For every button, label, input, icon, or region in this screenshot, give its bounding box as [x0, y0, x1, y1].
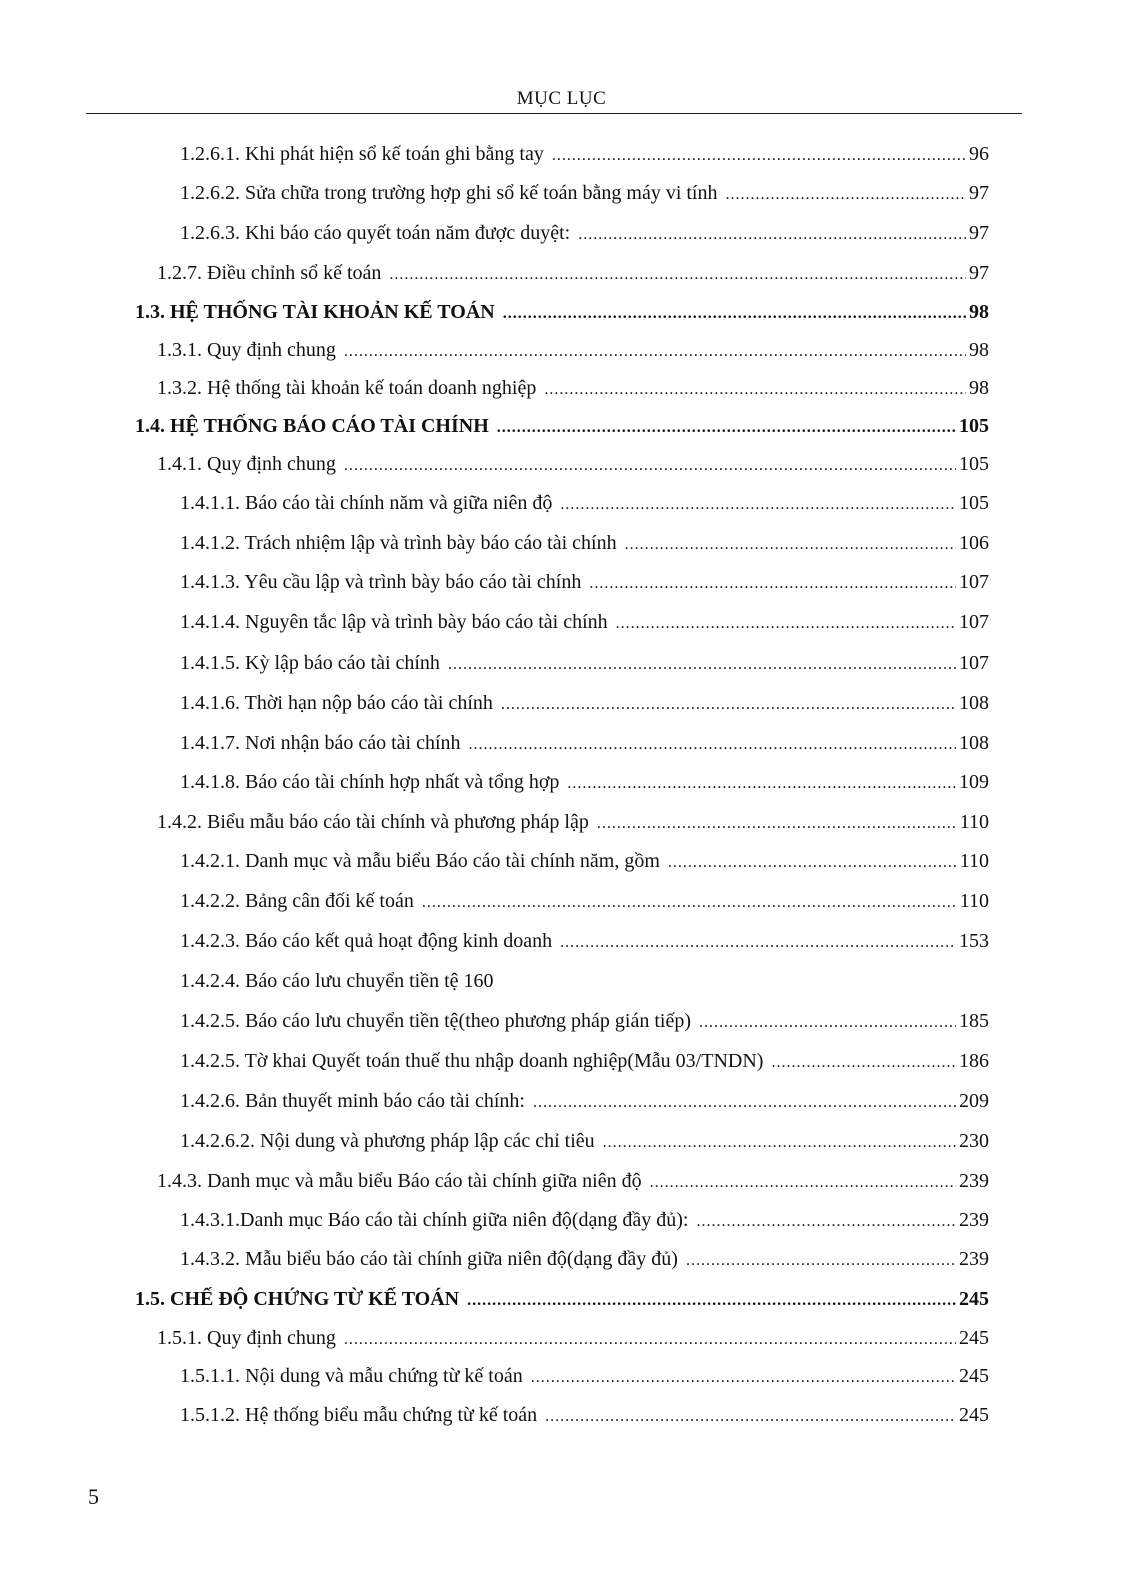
- toc-dot-leader: [686, 1246, 956, 1276]
- toc-entry-page: 97: [969, 222, 989, 244]
- toc-dot-leader: [422, 888, 957, 918]
- toc-entry-title: 1.4.2.5. Tờ khai Quyết toán thuế thu nhập doanh nghiệp(Mẫu 03/TNDN): [180, 1050, 764, 1072]
- toc-entry-page: 106: [959, 532, 989, 554]
- toc-entry-page: 107: [959, 611, 989, 633]
- toc-entry-title: 1.4.2.6. Bản thuyết minh báo cáo tài chính:: [180, 1090, 525, 1112]
- toc-entry-title: 1.5.1.1. Nội dung và mẫu chứng từ kế toán: [180, 1365, 523, 1387]
- toc-entry-title: 1.2.7. Điều chỉnh sổ kế toán: [157, 262, 382, 284]
- toc-entry-title: 1.4.1.7. Nơi nhận báo cáo tài chính: [180, 732, 461, 754]
- toc-entry-title: 1.2.6.3. Khi báo cáo quyết toán năm được duyệt:: [180, 222, 571, 244]
- toc-dot-leader: [467, 1286, 956, 1316]
- toc-entry[interactable]: [180, 1244, 989, 1274]
- toc-entry-title: 1.4. HỆ THỐNG BÁO CÁO TÀI CHÍNH: [135, 415, 489, 437]
- toc-dot-leader: [699, 1008, 956, 1038]
- toc-dot-leader: [697, 1207, 957, 1237]
- toc-entry-page: 110: [959, 890, 989, 912]
- toc-entry[interactable]: [180, 178, 989, 208]
- toc-entry-page: 109: [959, 771, 989, 793]
- toc-entry-title: 1.4.2.1. Danh mục và mẫu biểu Báo cáo tài chính năm, gồm: [180, 850, 660, 872]
- toc-dot-leader: [344, 451, 956, 481]
- toc-entry-page: 98: [969, 301, 989, 323]
- toc-entry[interactable]: [157, 258, 989, 288]
- toc-dot-leader: [560, 928, 956, 958]
- toc-dot-leader: [603, 1128, 956, 1158]
- toc-section-heading[interactable]: [135, 411, 989, 441]
- toc-dot-leader: [726, 180, 967, 210]
- toc-entry[interactable]: [180, 567, 989, 597]
- toc-entry-page: 185: [959, 1010, 989, 1032]
- toc-entry-page: 186: [959, 1050, 989, 1072]
- toc-entry-title: 1.4.1. Quy định chung: [157, 453, 336, 475]
- toc-entry-page: 245: [959, 1365, 989, 1387]
- page-number: 5: [88, 1484, 99, 1509]
- toc-dot-leader: [469, 730, 956, 760]
- toc-entry-page: 97: [969, 262, 989, 284]
- toc-section-heading[interactable]: [135, 297, 989, 327]
- toc-entry-title: 1.4.1.4. Nguyên tắc lập và trình bày báo cáo tài chính: [180, 611, 608, 633]
- toc-entry-title: 1.4.2. Biểu mẫu báo cáo tài chính và phương pháp lập: [157, 811, 589, 833]
- toc-dot-leader: [389, 260, 966, 290]
- toc-entry[interactable]: [157, 449, 989, 479]
- toc-entry[interactable]: [180, 688, 989, 718]
- toc-entry-title: 1.4.2.5. Báo cáo lưu chuyển tiền tệ(theo phương pháp gián tiếp): [180, 1010, 692, 1032]
- toc-entry-title: 1.5.1. Quy định chung: [157, 1327, 336, 1349]
- toc-entry-page: 105: [959, 453, 989, 475]
- toc-dot-leader: [567, 769, 956, 799]
- page-header-title: MỤC LỤC: [516, 88, 607, 109]
- toc-entry-title: 1.4.3.2. Mẫu biểu báo cáo tài chính giữa niên độ(dạng đầy đủ): [180, 1248, 678, 1270]
- toc-dot-leader: [545, 1402, 956, 1432]
- toc-entry[interactable]: [180, 1361, 989, 1391]
- toc-entry[interactable]: [180, 1205, 989, 1235]
- toc-entry-title: 1.3.2. Hệ thống tài khoản kế toán doanh nghiệp: [157, 377, 537, 399]
- toc-entry-title: 1.5.1.2. Hệ thống biểu mẫu chứng từ kế toán: [180, 1404, 538, 1426]
- toc-entry[interactable]: [180, 218, 989, 248]
- toc-entry-page: 107: [959, 652, 989, 674]
- toc-entry-page: 108: [959, 732, 989, 754]
- toc-entry-title: 1.3.1. Quy định chung: [157, 339, 336, 361]
- toc-dot-leader: [503, 299, 966, 329]
- toc-entry[interactable]: [180, 528, 989, 558]
- toc-dot-leader: [497, 413, 956, 443]
- toc-section-heading[interactable]: [135, 1284, 989, 1314]
- toc-entry-title: 1.5. CHẾ ĐỘ CHỨNG TỪ KẾ TOÁN: [135, 1288, 460, 1310]
- toc-entry-title: 1.4.1.3. Yêu cầu lập và trình bày báo cáo tài chính: [180, 571, 582, 593]
- toc-entry[interactable]: [180, 1400, 989, 1430]
- toc-dot-leader: [344, 337, 966, 367]
- toc-entry-page: 98: [969, 377, 989, 399]
- toc-dot-leader: [597, 809, 957, 839]
- toc-entry[interactable]: [180, 767, 989, 797]
- toc-entry[interactable]: [157, 1323, 989, 1353]
- toc-dot-leader: [625, 530, 956, 560]
- toc-entry[interactable]: [180, 886, 989, 916]
- toc-dot-leader: [668, 848, 957, 878]
- toc-entry-title: 1.4.1.6. Thời hạn nộp báo cáo tài chính: [180, 692, 493, 714]
- toc-entry-page: 105: [959, 415, 989, 437]
- toc-entry-page: 245: [959, 1404, 989, 1426]
- toc-dot-leader: [578, 220, 966, 250]
- toc-entry[interactable]: [180, 846, 989, 876]
- toc-dot-leader: [589, 569, 956, 599]
- toc-entry[interactable]: [180, 488, 989, 518]
- toc-entry[interactable]: [180, 1046, 989, 1076]
- toc-entry[interactable]: [180, 1006, 989, 1036]
- toc-entry-title: 1.4.3. Danh mục và mẫu biểu Báo cáo tài chính giữa niên độ: [157, 1170, 642, 1192]
- toc-entry-title: 1.4.2.6.2. Nội dung và phương pháp lập các chỉ tiêu: [180, 1130, 595, 1152]
- toc-entry-page: 97: [969, 182, 989, 204]
- toc-entry-title: 1.2.6.1. Khi phát hiện sổ kế toán ghi bằng tay: [180, 143, 544, 165]
- toc-entry-title: 1.4.2.3. Báo cáo kết quả hoạt động kinh doanh: [180, 930, 553, 952]
- toc-entry[interactable]: [180, 1126, 989, 1156]
- toc-entry[interactable]: [180, 139, 989, 169]
- toc-entry-title: 1.4.1.2. Trách nhiệm lập và trình bày báo cáo tài chính: [180, 532, 617, 554]
- toc-dot-leader: [501, 690, 956, 720]
- toc-entry-title: 1.4.2.2. Bảng cân đối kế toán: [180, 890, 414, 912]
- toc-entry-page: 209: [959, 1090, 989, 1112]
- toc-entry-title: 1.4.1.5. Kỳ lập báo cáo tài chính: [180, 652, 440, 674]
- toc-entry[interactable]: [180, 728, 989, 758]
- toc-entry-page: 110: [959, 811, 989, 833]
- toc-dot-leader: [771, 1048, 956, 1078]
- toc-dot-leader: [344, 1325, 956, 1355]
- toc-entry-page: 98: [969, 339, 989, 361]
- toc-entry[interactable]: [157, 373, 989, 403]
- toc-entry-title: 1.4.1.8. Báo cáo tài chính hợp nhất và tổng hợp: [180, 771, 560, 793]
- toc-entry-page: 245: [959, 1327, 989, 1349]
- toc-entry[interactable]: [180, 926, 989, 956]
- toc-entry-page: 107: [959, 571, 989, 593]
- toc-dot-leader: [616, 609, 956, 639]
- toc-entry-page: 230: [959, 1130, 989, 1152]
- toc-entry[interactable]: [180, 607, 989, 637]
- toc-entry-page: 239: [959, 1248, 989, 1270]
- toc-entry-page: 245: [959, 1288, 989, 1310]
- toc-entry-title: 1.3. HỆ THỐNG TÀI KHOẢN KẾ TOÁN: [135, 301, 495, 323]
- toc-dot-leader: [552, 141, 966, 171]
- toc-entry-page: 105: [959, 492, 989, 514]
- toc-dot-leader: [650, 1168, 956, 1198]
- toc-dot-leader: [544, 375, 966, 405]
- toc-entry-page: 110: [959, 850, 989, 872]
- toc-entry-page: 239: [959, 1209, 989, 1231]
- toc-dot-leader: [448, 650, 956, 680]
- toc-entry[interactable]: [180, 1086, 989, 1116]
- toc-entry[interactable]: [180, 966, 989, 996]
- toc-dot-leader: [560, 490, 956, 520]
- toc-entry-title: 1.4.3.1.Danh mục Báo cáo tài chính giữa niên độ(dạng đầy đủ):: [180, 1209, 689, 1231]
- toc-entry-title: 1.4.2.4. Báo cáo lưu chuyển tiền tệ 160: [180, 970, 494, 992]
- toc-entry[interactable]: [180, 648, 989, 678]
- toc-entry[interactable]: [157, 807, 989, 837]
- toc-entry-page: 239: [959, 1170, 989, 1192]
- toc-entry[interactable]: [157, 335, 989, 365]
- toc-entry-page: 153: [959, 930, 989, 952]
- toc-dot-leader: [533, 1088, 956, 1118]
- toc-entry-page: 108: [959, 692, 989, 714]
- toc-entry[interactable]: [157, 1166, 989, 1196]
- toc-entry-title: 1.2.6.2. Sửa chữa trong trường hợp ghi sổ kế toán bằng máy vi tính: [180, 182, 718, 204]
- toc-dot-leader: [531, 1363, 956, 1393]
- toc-entry-page: 96: [969, 143, 989, 165]
- toc-entry-title: 1.4.1.1. Báo cáo tài chính năm và giữa niên độ: [180, 492, 553, 514]
